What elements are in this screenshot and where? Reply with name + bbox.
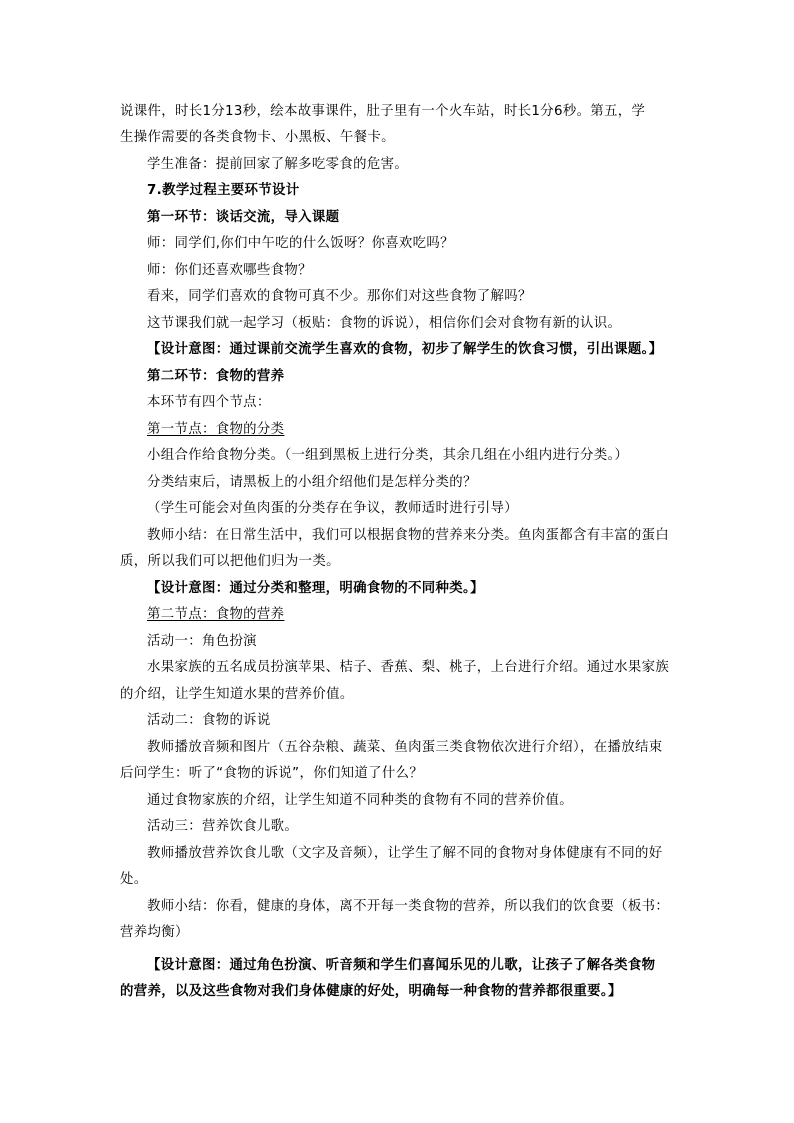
paragraph-line: 活动三：营养饮食儿歌。 bbox=[147, 819, 299, 834]
paragraph-line: 教师小结：在日常生活中，我们可以根据食物的营养来分类。鱼肉蛋都含有丰富的蛋白 bbox=[147, 528, 670, 543]
node-heading: 第一节点：食物的分类 bbox=[147, 422, 285, 437]
paragraph-line: 这节课我们就一起学习（板贴：食物的诉说），相信你们会对食物有新的认识。 bbox=[147, 316, 622, 331]
paragraph-line: 质，所以我们可以把他们归为一类。 bbox=[120, 554, 340, 569]
paragraph-line: 教师播放营养饮食儿歌（文字及音频），让学生了解不同的食物对身体健康有不同的好 bbox=[147, 846, 663, 861]
paragraph-line: 分类结束后，请黑板上的小组介绍他们是怎样分类的？ bbox=[147, 475, 477, 490]
paragraph-line: 师：你们还喜欢哪些食物？ bbox=[147, 263, 312, 278]
design-intent: 【设计意图：通过分类和整理，明确食物的不同种类。】 bbox=[147, 581, 484, 596]
paragraph-line: 处。 bbox=[120, 872, 148, 887]
paragraph-line: 师：同学们,你们中午吃的什么饭呀？你喜欢吃吗？ bbox=[147, 236, 454, 251]
paragraph-line: 通过食物家族的介绍，让学生知道不同种类的食物有不同的营养价值。 bbox=[147, 793, 573, 808]
paragraph-line: （学生可能会对鱼肉蛋的分类存在争议，教师适时进行引导） bbox=[147, 501, 518, 516]
paragraph-line: 学生准备：提前回家了解多吃零食的危害。 bbox=[147, 157, 409, 172]
stage-heading: 第二环节：食物的营养 bbox=[147, 369, 285, 384]
stage-heading: 第一环节：谈话交流，导入课题 bbox=[147, 210, 340, 225]
paragraph-line: 活动一：角色扮演 bbox=[147, 634, 257, 649]
paragraph-line: 的介绍，让学生知道水果的营养价值。 bbox=[120, 687, 354, 702]
paragraph-line: 营养均衡） bbox=[120, 925, 189, 940]
paragraph-line: 教师播放音频和图片（五谷杂粮、蔬菜、鱼肉蛋三类食物依次进行介绍），在播放结束 bbox=[147, 740, 663, 755]
paragraph-line: 后问学生：听了“食物的诉说”，你们知道了什么？ bbox=[120, 766, 424, 781]
paragraph-line: 说课件，时长1分13秒，绘本故事课件，肚子里有一个火车站，时长1分6秒。第五，学 bbox=[120, 104, 646, 119]
paragraph-line: 水果家族的五名成员扮演苹果、桔子、香蕉、梨、桃子，上台进行介绍。通过水果家族 bbox=[147, 660, 670, 675]
paragraph-line: 教师小结：你看，健康的身体，离不开每一类食物的营养，所以我们的饮食要（板书： bbox=[147, 899, 670, 914]
paragraph-line: 本环节有四个节点： bbox=[147, 395, 271, 410]
design-intent: 【设计意图：通过课前交流学生喜欢的食物，初步了解学生的饮食习惯，引出课题。】 bbox=[147, 342, 663, 357]
paragraph-line: 看来，同学们喜欢的食物可真不少。那你们对这些食物了解吗？ bbox=[147, 289, 532, 304]
paragraph-line: 小组合作给食物分类。（一组到黑板上进行分类，其余几组在小组内进行分类。） bbox=[147, 448, 629, 463]
paragraph-line: 生操作需要的各类食物卡、小黑板、午餐卡。 bbox=[120, 130, 395, 145]
design-intent: 【设计意图：通过角色扮演、听音频和学生们喜闻乐见的儿歌，让孩子了解各类食物 bbox=[147, 958, 656, 973]
paragraph-line: 活动二：食物的诉说 bbox=[147, 713, 271, 728]
design-intent: 的营养，以及这些食物对我们身体健康的好处，明确每一种食物的营养都很重要。】 bbox=[120, 984, 622, 999]
section-heading: 7.教学过程主要环节设计 bbox=[147, 183, 300, 198]
node-heading: 第二节点：食物的营养 bbox=[147, 607, 285, 622]
